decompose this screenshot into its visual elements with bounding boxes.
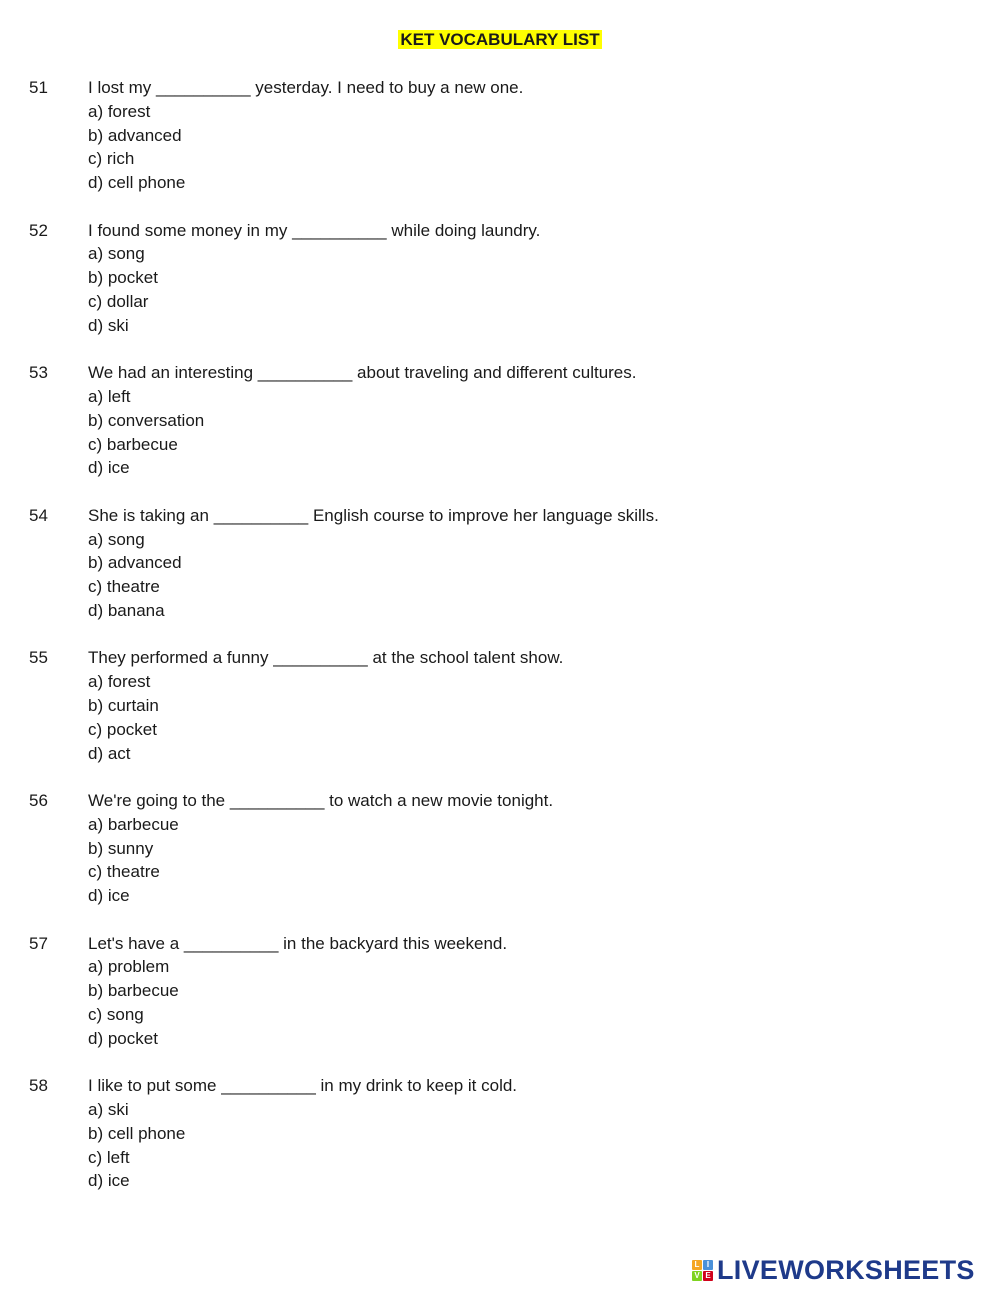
question-text: We had an interesting __________ about traveling and different cultures. (88, 363, 637, 383)
page-title-text: KET VOCABULARY LIST (400, 30, 600, 49)
question-number: 52 (29, 220, 48, 240)
answer-option: d) ice (88, 886, 130, 906)
logo-mark-square: I (703, 1260, 713, 1270)
answer-option: b) pocket (88, 268, 158, 288)
answer-option: c) dollar (88, 291, 149, 311)
logo-mark-icon (692, 1260, 713, 1281)
question-number: 58 (29, 1076, 48, 1096)
answer-option: c) pocket (88, 719, 157, 739)
logo-mark-square: L (692, 1260, 702, 1270)
question-number: 55 (29, 648, 48, 668)
answer-option: b) curtain (88, 695, 159, 715)
question-body (88, 646, 563, 765)
question-text: I found some money in my __________ while doing laundry. (88, 220, 541, 240)
answer-option: b) advanced (88, 125, 182, 145)
question-number: 53 (29, 363, 48, 383)
page-title (0, 29, 1000, 51)
answer-option: b) sunny (88, 838, 154, 858)
question-item (29, 932, 969, 1051)
question-text: We're going to the __________ to watch a new movie tonight. (88, 790, 554, 810)
answer-option: d) pocket (88, 1028, 158, 1048)
answer-option: a) problem (88, 957, 170, 977)
answer-option: c) rich (88, 149, 135, 169)
question-body (88, 504, 659, 623)
answer-option: d) ski (88, 315, 129, 335)
answer-option: c) barbecue (88, 434, 178, 454)
answer-option: b) barbecue (88, 981, 179, 1001)
question-text: She is taking an __________ English course to improve her language skills. (88, 505, 659, 525)
answer-option: c) left (88, 1147, 130, 1167)
question-body (88, 932, 507, 1051)
answer-option: a) song (88, 244, 145, 264)
question-list (29, 76, 969, 1217)
answer-option: c) theatre (88, 577, 160, 597)
question-text: Let's have a __________ in the backyard this weekend. (88, 933, 508, 953)
answer-option: a) song (88, 529, 145, 549)
question-body (88, 219, 540, 338)
question-item (29, 504, 969, 623)
logo-text: LIVEWORKSHEETS (717, 1255, 975, 1285)
question-number: 54 (29, 505, 48, 525)
question-body (88, 789, 553, 908)
question-text: They performed a funny __________ at the school talent show. (88, 648, 564, 668)
question-item (29, 361, 969, 480)
answer-option: b) conversation (88, 410, 205, 430)
answer-option: a) forest (88, 101, 151, 121)
question-item (29, 219, 969, 338)
logo-mark-square: E (703, 1271, 713, 1281)
question-body (88, 76, 523, 195)
answer-option: a) barbecue (88, 814, 179, 834)
answer-option: d) banana (88, 600, 165, 620)
question-body (88, 361, 636, 480)
answer-option: a) ski (88, 1099, 129, 1119)
question-text: I lost my __________ yesterday. I need to buy a new one. (88, 78, 524, 97)
answer-option: c) theatre (88, 862, 160, 882)
answer-option: d) ice (88, 1171, 130, 1191)
answer-option: d) cell phone (88, 173, 186, 193)
liveworksheets-logo (692, 1255, 975, 1285)
question-number: 56 (29, 790, 48, 810)
answer-option: a) forest (88, 672, 151, 692)
question-item (29, 789, 969, 908)
question-item (29, 1074, 969, 1193)
answer-option: d) act (88, 743, 131, 763)
question-item (29, 76, 969, 195)
question-body (88, 1074, 517, 1193)
answer-option: b) advanced (88, 553, 182, 573)
question-number: 51 (29, 78, 48, 97)
question-number: 57 (29, 933, 48, 953)
answer-option: d) ice (88, 458, 130, 478)
question-item (29, 646, 969, 765)
answer-option: c) song (88, 1004, 144, 1024)
answer-option: b) cell phone (88, 1123, 186, 1143)
answer-option: a) left (88, 386, 131, 406)
logo-mark-square: V (692, 1271, 702, 1281)
question-text: I like to put some __________ in my drink to keep it cold. (88, 1076, 518, 1096)
